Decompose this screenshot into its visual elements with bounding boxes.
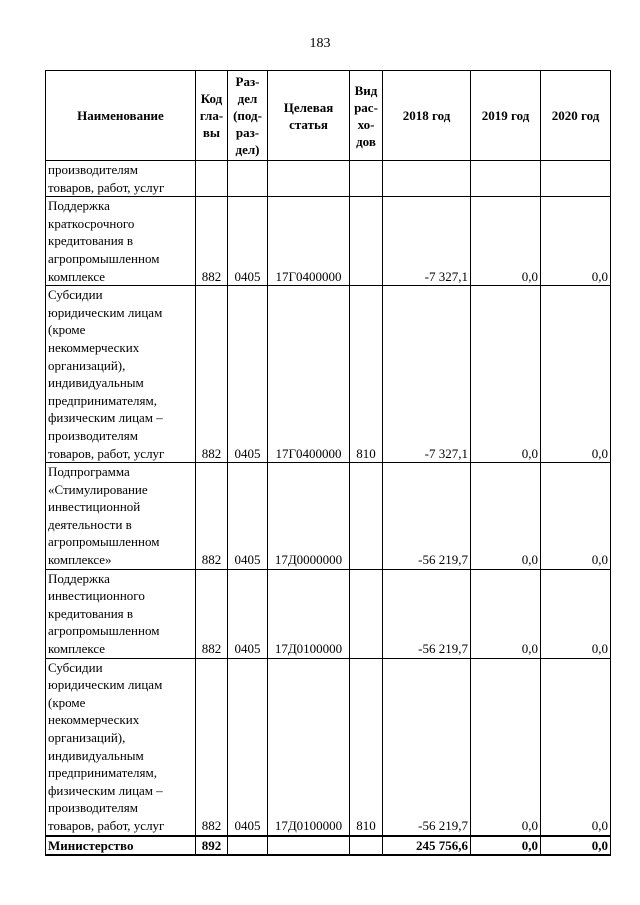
cell-kind: [350, 197, 383, 286]
cell-name: Поддержка краткосрочного кредитования в агропромышленном комплексе: [46, 197, 196, 286]
cell-kind: 810: [350, 658, 383, 835]
header-code: Код гла- вы: [196, 71, 228, 161]
cell-name: производителям товаров, работ, услуг: [46, 161, 196, 197]
cell-2018: [383, 161, 471, 197]
cell-division: [228, 161, 268, 197]
cell-kind: [350, 569, 383, 658]
cell-code: 882: [196, 286, 228, 463]
cell-target: 17Г0400000: [268, 286, 350, 463]
cell-2018: -7 327,1: [383, 197, 471, 286]
cell-division: 0405: [228, 286, 268, 463]
cell-name: Субсидии юридическим лицам (кроме некоммерческих организаций), индивидуальным предпринимателям, физическим лицам – производителям товаров, работ, услуг: [46, 658, 196, 835]
total-name: Министерство: [46, 836, 196, 856]
total-2018: 245 756,6: [383, 836, 471, 856]
cell-2019: 0,0: [471, 658, 541, 835]
cell-2020: 0,0: [541, 569, 611, 658]
cell-division: 0405: [228, 197, 268, 286]
cell-2019: 0,0: [471, 569, 541, 658]
cell-target: 17Д0100000: [268, 658, 350, 835]
table-row: [46, 463, 611, 570]
header-division: Раз- дел (под- раз- дел): [228, 71, 268, 161]
budget-table: [45, 70, 611, 856]
cell-2019: 0,0: [471, 463, 541, 570]
cell-target: [268, 161, 350, 197]
header-kind: Вид рас- хо- дов: [350, 71, 383, 161]
cell-division: 0405: [228, 658, 268, 835]
cell-code: 882: [196, 463, 228, 570]
total-2019: 0,0: [471, 836, 541, 856]
cell-2020: 0,0: [541, 286, 611, 463]
header-2019: 2019 год: [471, 71, 541, 161]
table-row: [46, 161, 611, 197]
table-row: [46, 658, 611, 835]
header-name: Наименование: [46, 71, 196, 161]
cell-code: 882: [196, 197, 228, 286]
page-number: 183: [309, 36, 331, 51]
header-2020: 2020 год: [541, 71, 611, 161]
total-kind: [350, 836, 383, 856]
cell-name: Поддержка инвестиционного кредитования в агропромышленном комплексе: [46, 569, 196, 658]
cell-2018: -56 219,7: [383, 463, 471, 570]
cell-2019: 0,0: [471, 286, 541, 463]
cell-2019: [471, 161, 541, 197]
cell-name: Субсидии юридическим лицам (кроме некоммерческих организаций), индивидуальным предпринимателям, физическим лицам – производителям товаров, работ, услуг: [46, 286, 196, 463]
total-code: 892: [196, 836, 228, 856]
cell-kind: 810: [350, 286, 383, 463]
header-target: Целевая статья: [268, 71, 350, 161]
cell-2018: -56 219,7: [383, 569, 471, 658]
header-2018: 2018 год: [383, 71, 471, 161]
cell-code: [196, 161, 228, 197]
cell-division: 0405: [228, 463, 268, 570]
table-row: [46, 286, 611, 463]
cell-2020: 0,0: [541, 463, 611, 570]
cell-name: Подпрограмма «Стимулирование инвестиционной деятельности в агропромышленном комплексе»: [46, 463, 196, 570]
cell-2018: -56 219,7: [383, 658, 471, 835]
total-row: [46, 836, 611, 856]
cell-target: 17Г0400000: [268, 197, 350, 286]
cell-code: 882: [196, 569, 228, 658]
cell-2020: 0,0: [541, 658, 611, 835]
cell-division: 0405: [228, 569, 268, 658]
cell-kind: [350, 463, 383, 570]
table-row: [46, 569, 611, 658]
cell-2020: [541, 161, 611, 197]
cell-kind: [350, 161, 383, 197]
table-header-row: [46, 71, 611, 161]
total-2020: 0,0: [541, 836, 611, 856]
cell-target: 17Д0000000: [268, 463, 350, 570]
cell-2019: 0,0: [471, 197, 541, 286]
cell-target: 17Д0100000: [268, 569, 350, 658]
table-row: [46, 197, 611, 286]
total-division: [228, 836, 268, 856]
cell-code: 882: [196, 658, 228, 835]
cell-2018: -7 327,1: [383, 286, 471, 463]
total-target: [268, 836, 350, 856]
cell-2020: 0,0: [541, 197, 611, 286]
